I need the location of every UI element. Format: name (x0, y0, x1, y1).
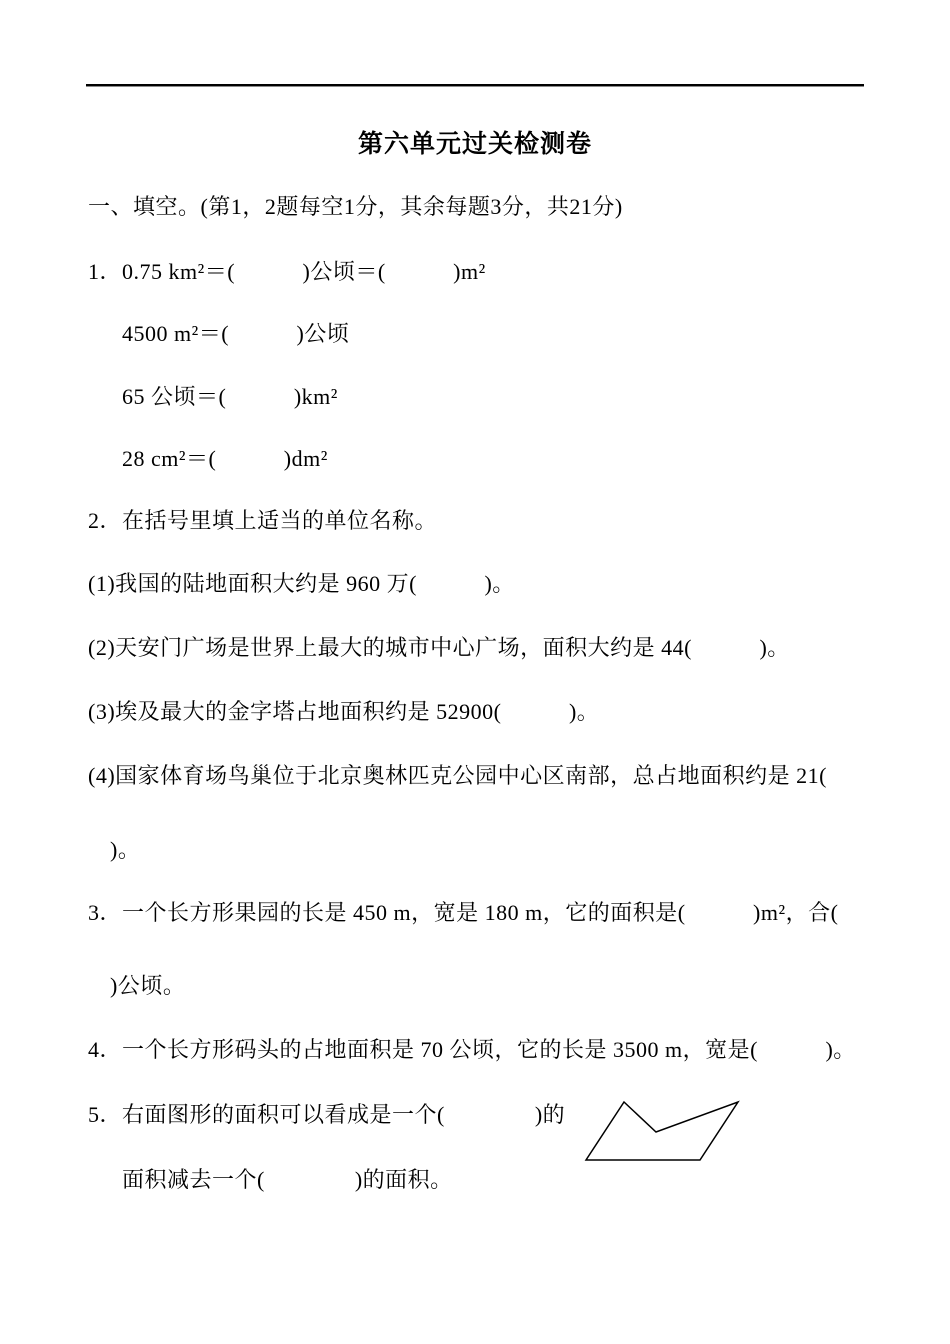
page-title: 第六单元过关检测卷 (357, 131, 592, 158)
question-2-item-3: (3)埃及最大的金字塔占地面积约是 52900( )。 (88, 699, 600, 724)
question-4-line-1: 4．一个长方形码头的占地面积是 70 公顷，它的长是 3500 m，宽是( )。 (88, 1037, 856, 1062)
question-5-polygon-figure (580, 1094, 745, 1166)
header-divider-line (86, 84, 864, 87)
question-3-line-2: )公顷。 (110, 973, 186, 998)
question-3-line-1: 3．一个长方形果园的长是 450 m，宽是 180 m，它的面积是( )m²，合( (88, 900, 839, 925)
question-2-item-4-line-1: (4)国家体育场鸟巢位于北京奥林匹克公园中心区南部，总占地面积约是 21( (88, 763, 827, 788)
section-1-heading: 一、填空。(第1，2题每空1分，其余每题3分，共21分) (88, 194, 623, 219)
question-2-item-4-line-2: )。 (110, 837, 141, 862)
concave-pentagon-shape (586, 1102, 738, 1160)
question-1-line-1: 1．0.75 km²＝( )公顷＝( )m² (88, 259, 486, 284)
question-2-item-2: (2)天安门广场是世界上最大的城市中心广场，面积大约是 44( )。 (88, 635, 790, 660)
question-1-line-2: 4500 m²＝( )公顷 (122, 321, 350, 346)
question-1-line-3: 65 公顷＝( )km² (122, 384, 338, 409)
question-2-item-1: (1)我国的陆地面积大约是 960 万( )。 (88, 571, 515, 596)
question-2-heading: 2．在括号里填上适当的单位名称。 (88, 508, 438, 533)
question-1-line-4: 28 cm²＝( )dm² (122, 446, 328, 471)
question-5-line-2: 面积减去一个( )的面积。 (122, 1167, 453, 1192)
question-5-line-1: 5．右面图形的面积可以看成是一个( )的 (88, 1102, 566, 1127)
